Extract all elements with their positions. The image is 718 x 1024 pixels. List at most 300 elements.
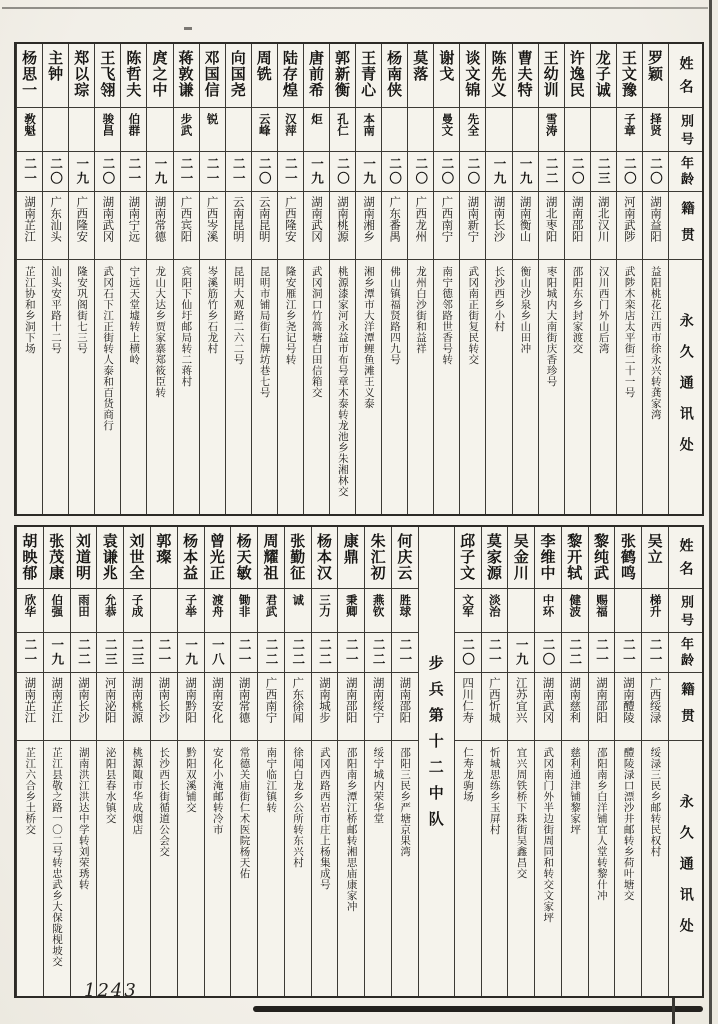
person-age: 二一 [392, 633, 418, 673]
person-address: 桃源漆家河永益市布号章木泰转龙池乡朱湘林交 [336, 266, 349, 497]
person-age: 二〇 [455, 633, 481, 673]
person-native-place: 湖南长沙 [71, 673, 97, 741]
person-column [507, 527, 534, 996]
person-alias: 锄非 [231, 589, 257, 633]
person-name: 王青心 [356, 44, 381, 108]
person-column [177, 527, 204, 996]
person-age: 二一 [151, 633, 177, 673]
person-alias: 秉卿 [338, 589, 364, 633]
register-table-lower [14, 525, 704, 998]
person-name: 吴金川 [508, 527, 534, 589]
person-name: 郭璨 [151, 527, 177, 589]
person-age: 一九 [304, 152, 329, 192]
person-age: 一九 [44, 633, 70, 673]
person-alias: 诚 [285, 589, 311, 633]
person-column [173, 44, 199, 514]
person-age: 二二 [312, 633, 338, 673]
person-name: 莫落 [408, 44, 433, 108]
person-name: 袁谦兆 [97, 527, 123, 589]
person-column [534, 527, 561, 996]
person-column [391, 527, 418, 996]
person-address: 南宁德邻路世香号转 [441, 266, 454, 365]
person-column [459, 44, 485, 514]
person-column [120, 44, 146, 514]
person-name: 陆存煌 [278, 44, 303, 108]
person-native-place: 湖南衡山 [513, 192, 538, 260]
header-native: 籍贯 [669, 192, 702, 260]
person-age: 二一 [589, 633, 615, 673]
person-age: 二一 [278, 152, 303, 192]
person-address: 隆安雁江乡尧记号转 [284, 266, 297, 365]
person-age: 二〇 [408, 152, 433, 192]
person-alias: 伯群 [121, 108, 146, 152]
person-name: 王飞翎 [95, 44, 120, 108]
person-native-place: 云南昆明 [252, 192, 277, 260]
person-address: 绥渌三民乡邮转民权村 [649, 747, 662, 857]
person-age: 二一 [200, 152, 225, 192]
person-alias: 孔仁 [330, 108, 355, 152]
person-column [538, 44, 564, 514]
person-native-place: 湖南桃源 [330, 192, 355, 260]
person-name: 唐前希 [304, 44, 329, 108]
person-name: 黎开轼 [562, 527, 588, 589]
person-column [561, 527, 588, 996]
person-name: 陈哲夫 [121, 44, 146, 108]
person-age: 二〇 [382, 152, 407, 192]
person-alias: 欣华 [17, 589, 43, 633]
person-name: 胡映郁 [17, 527, 43, 589]
person-native-place: 广东汕头 [43, 192, 68, 260]
person-name: 杨思一 [17, 44, 42, 108]
person-alias: 中环 [535, 589, 561, 633]
person-native-place: 广西忻城 [482, 673, 508, 741]
page-number: 1243 [84, 980, 138, 1001]
person-alias: 淡治 [482, 589, 508, 633]
person-native-place: 河南泌阳 [97, 673, 123, 741]
unit-designation-column [418, 527, 454, 996]
person-address: 长沙西长街循道公会交 [158, 747, 171, 857]
person-address: 芷江县敬之路一〇二号转忠武乡大保陇枧坡交 [51, 747, 63, 967]
person-name: 康鼎 [338, 527, 364, 589]
person-native-place: 广东徐闻 [285, 673, 311, 741]
person-address: 安化小淹邮转冷市 [211, 747, 224, 835]
person-name: 杨本汉 [312, 527, 338, 589]
person-native-place: 湖南长沙 [151, 673, 177, 741]
person-address: 武冈南门外半边街周同和转交文家坪 [542, 747, 555, 923]
person-name: 李维中 [535, 527, 561, 589]
person-address: 武冈西路西岩市庄上杨集成号 [318, 747, 331, 890]
person-native-place: 广西龙州 [408, 192, 433, 260]
person-column [564, 44, 590, 514]
person-name: 杨天敏 [231, 527, 257, 589]
scan-artifact-bottom-line [253, 1006, 703, 1012]
person-column [96, 527, 123, 996]
person-native-place: 广东番禺 [382, 192, 407, 260]
person-alias: 择贤 [643, 108, 668, 152]
person-alias: 曼文 [434, 108, 459, 152]
person-name: 曾光正 [205, 527, 231, 589]
person-native-place: 湖南常德 [231, 673, 257, 741]
person-column [43, 527, 70, 996]
person-alias: 梯升 [642, 589, 668, 633]
person-address: 宁远天堂墟转上横岭 [128, 266, 141, 365]
person-name: 谢戈 [434, 44, 459, 108]
person-address: 忻城思练乡玉屏村 [488, 747, 501, 835]
person-native-place: 广西绥渌 [642, 673, 668, 741]
person-address: 龙山大达乡贾家寨郑筱臣转 [154, 266, 167, 398]
person-name: 周耀祖 [258, 527, 284, 589]
header-address: 永久通讯处 [677, 312, 694, 468]
person-alias [486, 108, 511, 152]
person-name: 龙子诚 [591, 44, 616, 108]
header-age: 年龄 [669, 152, 702, 192]
person-column [454, 527, 481, 996]
person-age: 一九 [69, 152, 94, 192]
scan-artifact-top-line [2, 7, 708, 9]
person-name: 陈先义 [486, 44, 511, 108]
person-native-place: 湖南长沙 [486, 192, 511, 260]
person-age: 二〇 [330, 152, 355, 192]
person-address: 常德关庙街仁术医院杨天佑 [238, 747, 251, 879]
person-age: 二二 [562, 633, 588, 673]
person-native-place: 湖南邵阳 [589, 673, 615, 741]
person-address: 湘乡潭市大洋潭鲤鱼滩王义泰 [362, 266, 375, 409]
person-alias [382, 108, 407, 152]
person-address: 邵阳南乡白洋铺宜人堂转黎什冲 [595, 747, 608, 901]
person-address: 泌阳县春水镇交 [104, 747, 117, 824]
person-name: 黎纯武 [589, 527, 615, 589]
person-name: 主钟 [43, 44, 68, 108]
person-name: 庹之中 [147, 44, 172, 108]
person-address: 徐闻白龙乡公所转东兴村 [292, 747, 305, 868]
scan-artifact-right-edge [709, 0, 712, 1024]
person-age: 二一 [615, 633, 641, 673]
header-native: 籍贯 [669, 673, 702, 741]
person-alias: 允恭 [97, 589, 123, 633]
header-name: 姓名 [669, 44, 702, 108]
person-alias: 健波 [562, 589, 588, 633]
person-alias: 汉萍 [278, 108, 303, 152]
person-address: 枣阳城内大南街庆香珍号 [545, 266, 558, 387]
person-native-place: 湖南黔阳 [178, 673, 204, 741]
person-age: 一九 [508, 633, 534, 673]
person-address: 黔阳双溪铺交 [184, 747, 197, 813]
person-age: 二〇 [43, 152, 68, 192]
person-native-place: 湖南邵阳 [392, 673, 418, 741]
person-alias: 三力 [312, 589, 338, 633]
person-native-place: 湖北汉川 [591, 192, 616, 260]
person-alias: 燕钦 [365, 589, 391, 633]
person-age: 二〇 [434, 152, 459, 192]
person-age: 二一 [482, 633, 508, 673]
person-age: 二〇 [617, 152, 642, 192]
person-age: 一九 [147, 152, 172, 192]
person-age: 二〇 [95, 152, 120, 192]
person-address: 衡山沙泉乡山田冲 [519, 266, 532, 354]
person-native-place: 云南昆明 [226, 192, 251, 260]
person-column [642, 44, 668, 514]
person-name: 张鹤鸣 [615, 527, 641, 589]
person-address: 武冈石下江正街转人泰和百货商行 [102, 266, 115, 431]
header-name: 姓名 [669, 527, 702, 589]
header-alias: 別号 [669, 108, 702, 152]
table-columns [16, 44, 702, 514]
person-column [381, 44, 407, 514]
person-column [146, 44, 172, 514]
person-address: 绥宁城内荣华堂 [372, 747, 385, 824]
register-table-upper [14, 42, 704, 516]
person-column [485, 44, 511, 514]
person-native-place: 四川仁寿 [455, 673, 481, 741]
person-address: 桃源陬市华成烟店 [131, 747, 144, 835]
person-column [42, 44, 68, 514]
person-address: 岑溪筋竹乡石龙村 [206, 266, 219, 354]
person-address: 佛山镇福贤路四九号 [388, 266, 401, 365]
person-column [277, 44, 303, 514]
person-name: 何庆云 [392, 527, 418, 589]
person-address: 宜兴周铁桥下珠街吴鑫昌交 [515, 747, 528, 879]
person-native-place: 湖南芷江 [44, 673, 70, 741]
person-column [199, 44, 225, 514]
person-native-place: 广西岑溪 [200, 192, 225, 260]
person-name: 邓国信 [200, 44, 225, 108]
person-alias: 文军 [455, 589, 481, 633]
person-native-place: 湖南醴陵 [615, 673, 641, 741]
person-native-place: 湖南邵阳 [338, 673, 364, 741]
person-name: 刘道明 [71, 527, 97, 589]
person-column [94, 44, 120, 514]
person-name: 王文豫 [617, 44, 642, 108]
person-native-place: 河南武陟 [617, 192, 642, 260]
person-address: 武冈南正街复民转交 [467, 266, 480, 365]
person-address: 慈利通津铺黎家坪 [569, 747, 582, 835]
person-column [257, 527, 284, 996]
person-name: 吴立 [642, 527, 668, 589]
person-age: 二三 [97, 633, 123, 673]
person-native-place: 湖北枣阳 [539, 192, 564, 260]
person-alias [43, 108, 68, 152]
person-alias: 敎魁 [17, 108, 42, 152]
person-column [123, 527, 150, 996]
person-address: 芷江六合乡土桥交 [24, 747, 37, 835]
person-column [150, 527, 177, 996]
person-native-place: 湖南慈利 [562, 673, 588, 741]
header-column [668, 44, 702, 514]
person-address: 昆明大观路二六二号 [232, 266, 245, 365]
person-name: 许逸民 [565, 44, 590, 108]
person-native-place: 广西隆安 [69, 192, 94, 260]
person-age: 二二 [71, 633, 97, 673]
person-column [616, 44, 642, 514]
person-address: 湖南洪江洪达中学转刘荣琇转 [77, 747, 90, 890]
person-address: 武冈洞口竹篙塘白田信箱交 [310, 266, 323, 398]
person-name: 张勤征 [285, 527, 311, 589]
person-native-place: 江苏宜兴 [508, 673, 534, 741]
header-age: 年龄 [669, 633, 702, 673]
unit-designation: 步兵第十二中队 [426, 655, 445, 837]
person-column [407, 44, 433, 514]
person-alias [591, 108, 616, 152]
person-address: 长沙西乡小村 [493, 266, 506, 332]
person-native-place: 湖南武冈 [95, 192, 120, 260]
table-columns [16, 527, 702, 996]
person-native-place: 湖南常德 [147, 192, 172, 260]
person-column [225, 44, 251, 514]
scan-artifact-tick [184, 27, 192, 30]
person-age: 二一 [17, 152, 42, 192]
person-column [481, 527, 508, 996]
person-address: 武陟木栾店太平街二十一号 [623, 266, 636, 398]
person-alias: 雪涛 [539, 108, 564, 152]
person-address: 邵阳东乡封家渡交 [571, 266, 584, 354]
person-alias [408, 108, 433, 152]
person-column [355, 44, 381, 514]
person-column [204, 527, 231, 996]
person-native-place: 湖南芷江 [17, 673, 43, 741]
person-age: 二一 [338, 633, 364, 673]
person-name: 蒋敦谦 [174, 44, 199, 108]
person-name: 杨本益 [178, 527, 204, 589]
person-alias [147, 108, 172, 152]
person-name: 曹夫特 [513, 44, 538, 108]
person-native-place: 湖南城步 [312, 673, 338, 741]
person-native-place: 湖南桃源 [124, 673, 150, 741]
person-alias: 先全 [460, 108, 485, 152]
person-native-place: 湖南湘乡 [356, 192, 381, 260]
person-address: 醴陵渌口漂沙井邮转乡荷叶塘交 [622, 747, 635, 901]
person-column [329, 44, 355, 514]
person-age: 二二 [258, 633, 284, 673]
person-alias: 本南 [356, 108, 381, 152]
person-address: 邵阳南乡潭江桥邮转湘思庙康家冲 [345, 747, 358, 912]
person-alias [615, 589, 641, 633]
person-address: 汕头安平路十二号 [49, 266, 62, 354]
person-column [311, 527, 338, 996]
person-native-place: 广西南宁 [434, 192, 459, 260]
person-address: 邵阳三民乡严塘京果湾 [399, 747, 412, 857]
person-alias [69, 108, 94, 152]
person-column [16, 44, 42, 514]
person-column [590, 44, 616, 514]
person-column [364, 527, 391, 996]
person-native-place: 湖南安化 [205, 673, 231, 741]
person-column [68, 44, 94, 514]
header-address: 永久通讯处 [677, 794, 694, 949]
person-address: 隆安巩阁街七三号 [76, 266, 89, 354]
person-alias: 雨田 [71, 589, 97, 633]
person-age: 一九 [178, 633, 204, 673]
person-alias: 云峰 [252, 108, 277, 152]
person-age: 二〇 [565, 152, 590, 192]
person-native-place: 广西南宁 [258, 673, 284, 741]
person-column [337, 527, 364, 996]
person-alias [226, 108, 251, 152]
person-name: 张茂康 [44, 527, 70, 589]
person-age: 二〇 [460, 152, 485, 192]
person-age: 二一 [642, 633, 668, 673]
person-native-place: 湖南武冈 [535, 673, 561, 741]
person-age: 二〇 [252, 152, 277, 192]
person-name: 朱汇初 [365, 527, 391, 589]
person-native-place: 湖南邵阳 [565, 192, 590, 260]
person-address: 昆明市铺局街石牌坊巷七号 [258, 266, 271, 398]
person-name: 莫家源 [482, 527, 508, 589]
person-alias: 渡舟 [205, 589, 231, 633]
person-name: 向国尧 [226, 44, 251, 108]
person-age: 二一 [174, 152, 199, 192]
person-age: 二一 [121, 152, 146, 192]
person-alias: 子举 [178, 589, 204, 633]
header-alias: 別号 [669, 589, 702, 633]
person-alias: 子章 [617, 108, 642, 152]
scan-artifact-bottom-tick [672, 995, 675, 1024]
person-column [284, 527, 311, 996]
person-alias: 炬 [304, 108, 329, 152]
person-native-place: 湖南芷江 [17, 192, 42, 260]
person-alias: 锐 [200, 108, 225, 152]
person-age: 一九 [356, 152, 381, 192]
person-alias: 步武 [174, 108, 199, 152]
person-address: 汉川西门外山后湾 [597, 266, 610, 354]
person-age: 二〇 [535, 633, 561, 673]
person-column [614, 527, 641, 996]
person-name: 周铣 [252, 44, 277, 108]
person-name: 郑以琮 [69, 44, 94, 108]
person-age: 二〇 [643, 152, 668, 192]
person-alias: 骏昌 [95, 108, 120, 152]
person-alias: 胜球 [392, 589, 418, 633]
person-alias: 子成 [124, 589, 150, 633]
person-native-place: 湖南新宁 [460, 192, 485, 260]
person-native-place: 湖南益阳 [643, 192, 668, 260]
person-address: 南宁临江镇转 [265, 747, 278, 813]
person-alias: 赐福 [589, 589, 615, 633]
person-column [641, 527, 668, 996]
person-address: 仁寿龙驹场 [461, 747, 474, 802]
person-age: 二三 [124, 633, 150, 673]
person-age: 二二 [285, 633, 311, 673]
person-column [588, 527, 615, 996]
person-alias [151, 589, 177, 633]
person-alias: 伯强 [44, 589, 70, 633]
person-age: 二三 [591, 152, 616, 192]
person-name: 邱子文 [455, 527, 481, 589]
person-age: 二二 [365, 633, 391, 673]
person-name: 罗颖 [643, 44, 668, 108]
person-alias [565, 108, 590, 152]
person-age: 一九 [513, 152, 538, 192]
person-address: 芷江协和乡洞下场 [23, 266, 36, 354]
person-native-place: 广西隆安 [278, 192, 303, 260]
person-native-place: 湖南绥宁 [365, 673, 391, 741]
person-column [433, 44, 459, 514]
person-name: 王幼训 [539, 44, 564, 108]
person-alias: 君武 [258, 589, 284, 633]
person-age: 二一 [226, 152, 251, 192]
person-alias [508, 589, 534, 633]
person-column [70, 527, 97, 996]
person-column [16, 527, 43, 996]
person-name: 谈文锦 [460, 44, 485, 108]
person-native-place: 广西宾阳 [174, 192, 199, 260]
person-column [512, 44, 538, 514]
person-alias [513, 108, 538, 152]
person-address: 宾阳下仙圩邮局转二蒋村 [180, 266, 193, 387]
person-column [303, 44, 329, 514]
person-age: 二一 [231, 633, 257, 673]
person-address: 益阳桃花江西市徐永兴转龚家湾 [649, 266, 662, 420]
person-address: 龙州白沙街和益祥 [415, 266, 428, 354]
